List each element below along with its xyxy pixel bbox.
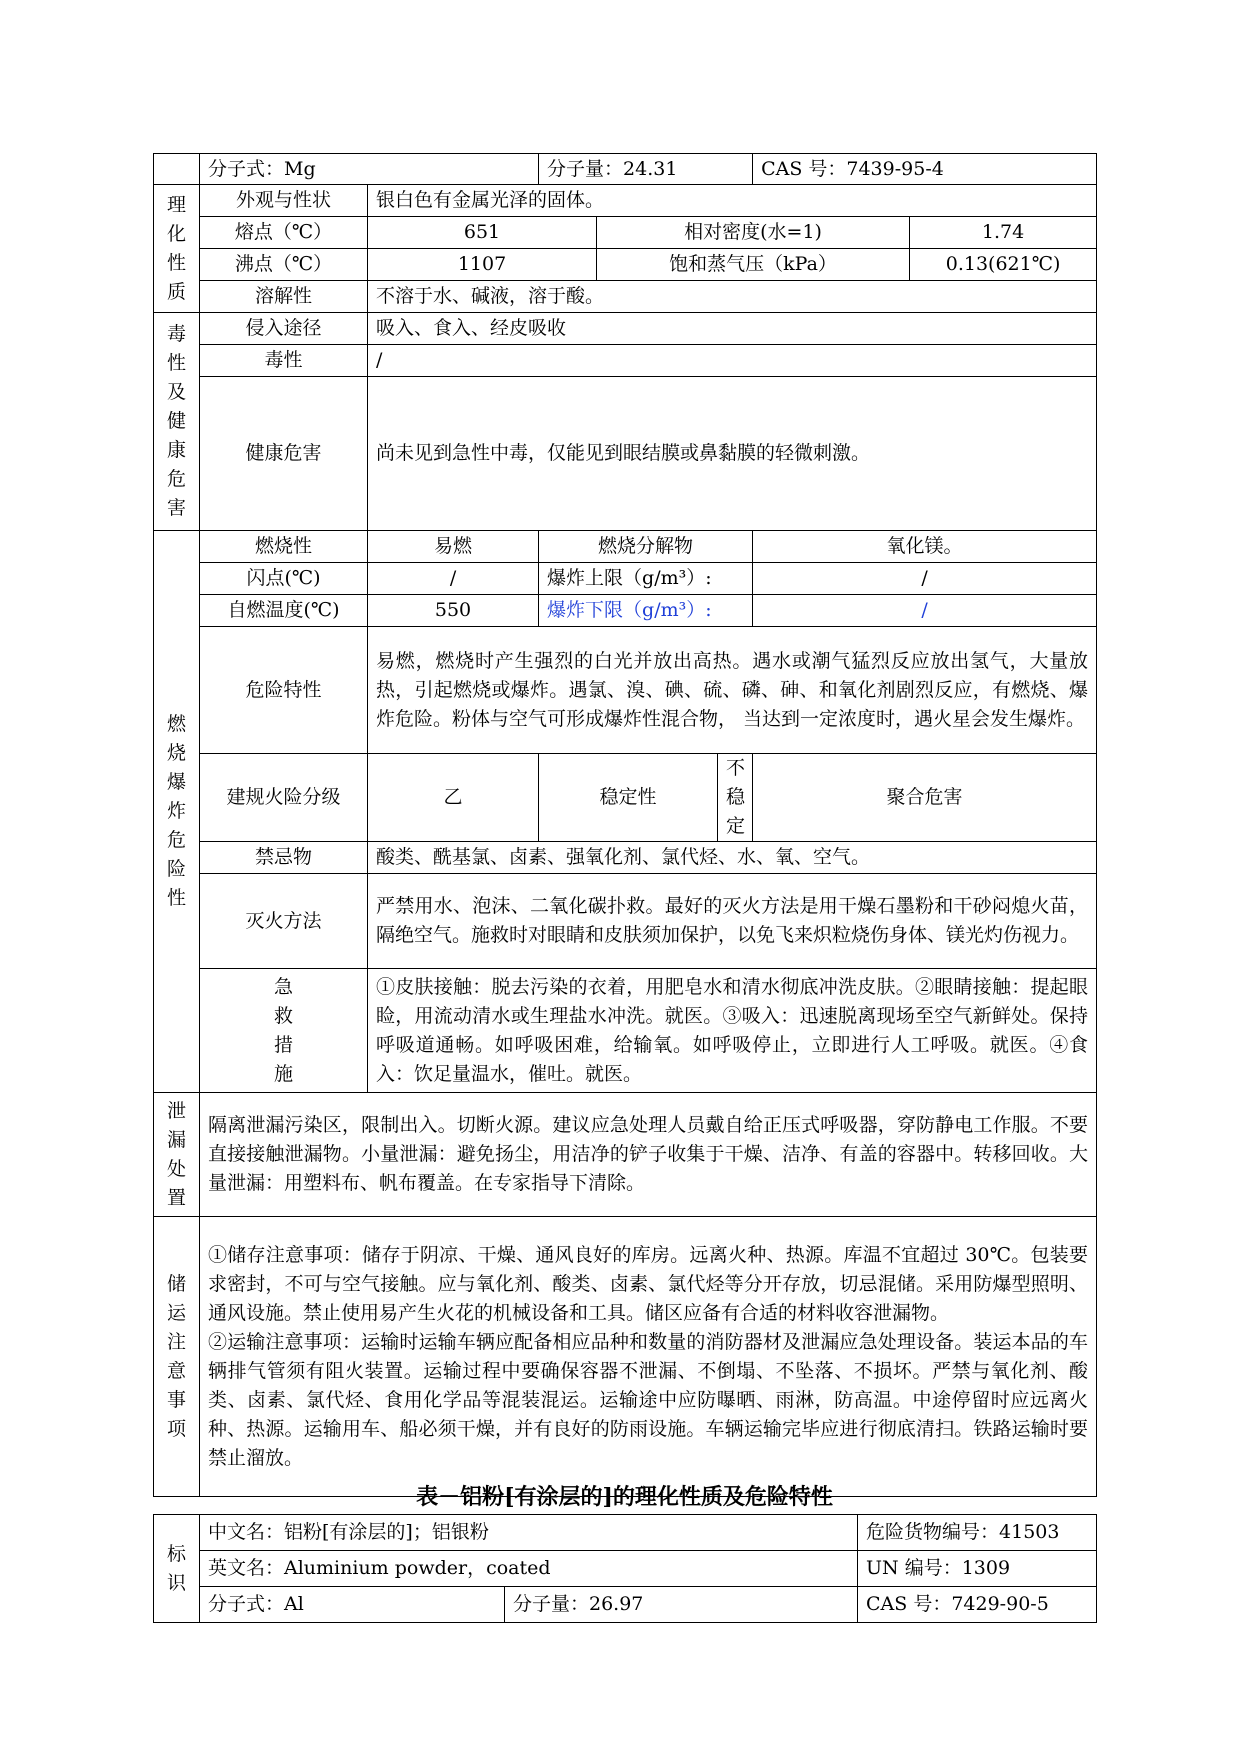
chinese-name-cell: 中文名：铝粉[有涂层的]；铝银粉 — [200, 1515, 858, 1551]
fire-class-value: 乙 — [368, 754, 539, 842]
aluminium-powder-table — [153, 1514, 1097, 1623]
header-blank-cell — [154, 154, 200, 185]
storage-paragraph-2: ②运输注意事项：运输时运输车辆应配备相应品种和数量的消防器材及泄漏应急处理设备。装运本品的车辆排气管须有阻火装置。运输过程中要确保容器不泄漏、不倒塌、不坠落、不损坏。严禁与氧化剂、酸类、卤素、氯代烃、食用化学品等混装混运。运输途中应防曝晒、雨淋，防高温。中途停留时应远离火种、热源。运输用车、船必须干燥，并有良好的防雨设施。车辆运输完毕应进行彻底清扫。铁路运输时要禁止溜放。 — [208, 1330, 1089, 1469]
flash-point-label: 闪点(℃) — [200, 563, 368, 595]
melting-point-value: 651 — [368, 217, 597, 249]
boiling-point-label: 沸点（℃） — [200, 249, 368, 281]
english-name-cell: 英文名：Aluminium powder，coated — [200, 1551, 858, 1587]
un-number-cell: UN 编号：1309 — [858, 1551, 1097, 1587]
flash-point-value: / — [368, 563, 539, 595]
health-hazard-value: 尚未见到急性中毒，仅能见到眼结膜或鼻黏膜的轻微刺激。 — [368, 377, 1097, 531]
extinguish-value: 严禁用水、泡沫、二氧化碳扑救。最好的灭火方法是用干燥石墨粉和干砂闷熄火苗，隔绝空气。施救时对眼睛和皮肤须加保护，以免飞来炽粒烧伤身体、镁光灼伤视力。 — [368, 874, 1097, 969]
explosion-upper-value: / — [753, 563, 1097, 595]
boiling-point-value: 1107 — [368, 249, 597, 281]
category-toxicity: 毒性及健康危害 — [154, 313, 200, 531]
category-firstaid: 急救措施 — [200, 969, 368, 1093]
storage-value — [200, 1217, 1097, 1497]
cas-number-cell: CAS 号：7429-90-5 — [858, 1587, 1097, 1623]
extinguish-label: 灭火方法 — [200, 874, 368, 969]
decomposition-label: 燃烧分解物 — [539, 531, 753, 563]
route-label: 侵入途径 — [200, 313, 368, 345]
molecular-weight-cell: 分子量：26.97 — [505, 1587, 858, 1623]
category-storage: 储运注意事项 — [154, 1217, 200, 1497]
hazard-value: 易燃，燃烧时产生强烈的白光并放出高热。遇水或潮气猛烈反应放出氢气，大量放热，引起燃烧或爆炸。遇氯、溴、碘、硫、磷、砷、和氧化剂剧烈反应，有燃烧、爆炸危险。粉体与空气可形成爆炸性混合物， 当达到一定浓度时，遇火星会发生爆炸。 — [368, 627, 1097, 754]
formula-cell: 分子式：Mg — [200, 154, 539, 185]
explosion-lower-label: 爆炸下限（g/m³）: — [539, 595, 753, 627]
toxicity-label: 毒性 — [200, 345, 368, 377]
fire-class-label: 建规火险分级 — [200, 754, 368, 842]
toxicity-value: / — [368, 345, 1097, 377]
polymerization-label: 聚合危害 — [753, 754, 1097, 842]
combustibility-value: 易燃 — [368, 531, 539, 563]
storage-paragraph-1: ①储存注意事项：储存于阴凉、干燥、通风良好的库房。远离火种、热源。库温不宜超过 30℃。包装要求密封，不可与空气接触。应与氧化剂、酸类、卤素、氯代烃等分开存放，切忌混储。采用防爆型照明、通风设施。禁止使用易产生火花的机械设备和工具。储区应备有合适的材料收容泄漏物。 — [208, 1243, 1089, 1324]
category-physchem: 理化性质 — [154, 185, 200, 313]
combustibility-label: 燃烧性 — [200, 531, 368, 563]
vapor-pressure-label: 饱和蒸气压（kPa） — [597, 249, 910, 281]
magnesium-property-table — [153, 153, 1097, 1497]
firstaid-value: ①皮肤接触：脱去污染的衣着，用肥皂水和清水彻底冲洗皮肤。②眼睛接触：提起眼睑，用流动清水或生理盐水冲洗。就医。③吸入：迅速脱离现场至空气新鲜处。保持呼吸道通畅。如呼吸困难，给输氧。如呼吸停止，立即进行人工呼吸。就医。④食入：饮足量温水，催吐。就医。 — [368, 969, 1097, 1093]
explosion-lower-value: / — [753, 595, 1097, 627]
leak-value: 隔离泄漏污染区，限制出入。切断火源。建议应急处理人员戴自给正压式呼吸器，穿防静电工作服。不要直接接触泄漏物。小量泄漏：避免扬尘，用洁净的铲子收集于干燥、洁净、有盖的容器中。转移回收。大量泄漏：用塑料布、帆布覆盖。在专家指导下清除。 — [200, 1093, 1097, 1217]
solubility-value: 不溶于水、碱液，溶于酸。 — [368, 281, 1097, 313]
explosion-upper-label: 爆炸上限（g/m³）: — [539, 563, 753, 595]
vapor-pressure-value: 0.13(621℃) — [910, 249, 1097, 281]
density-value: 1.74 — [910, 217, 1097, 249]
incompatible-label: 禁忌物 — [200, 842, 368, 874]
category-leak: 泄漏处置 — [154, 1093, 200, 1217]
appearance-label: 外观与性状 — [200, 185, 368, 217]
autoignition-label: 自燃温度(℃) — [200, 595, 368, 627]
molecular-weight-cell: 分子量：24.31 — [539, 154, 753, 185]
health-hazard-label: 健康危害 — [200, 377, 368, 531]
decomposition-value: 氧化镁。 — [753, 531, 1097, 563]
stability-label: 稳定性 — [539, 754, 718, 842]
stability-value: 不稳定 — [718, 754, 753, 842]
incompatible-value: 酸类、酰基氯、卤素、强氧化剂、氯代烃、水、氧、空气。 — [368, 842, 1097, 874]
hazard-label: 危险特性 — [200, 627, 368, 754]
melting-point-label: 熔点（℃） — [200, 217, 368, 249]
table-caption: 表－铝粉[有涂层的]的理化性质及危险特性 — [416, 1484, 833, 1510]
density-label: 相对密度(水=1) — [597, 217, 910, 249]
formula-cell: 分子式：Al — [200, 1587, 505, 1623]
cas-number-cell: CAS 号：7439-95-4 — [753, 154, 1097, 185]
category-identification: 标识 — [154, 1515, 200, 1623]
category-fire: 燃烧爆炸危险性 — [154, 531, 200, 1093]
dangerous-goods-number-cell: 危险货物编号：41503 — [858, 1515, 1097, 1551]
appearance-value: 银白色有金属光泽的固体。 — [368, 185, 1097, 217]
route-value: 吸入、食入、经皮吸收 — [368, 313, 1097, 345]
solubility-label: 溶解性 — [200, 281, 368, 313]
autoignition-value: 550 — [368, 595, 539, 627]
